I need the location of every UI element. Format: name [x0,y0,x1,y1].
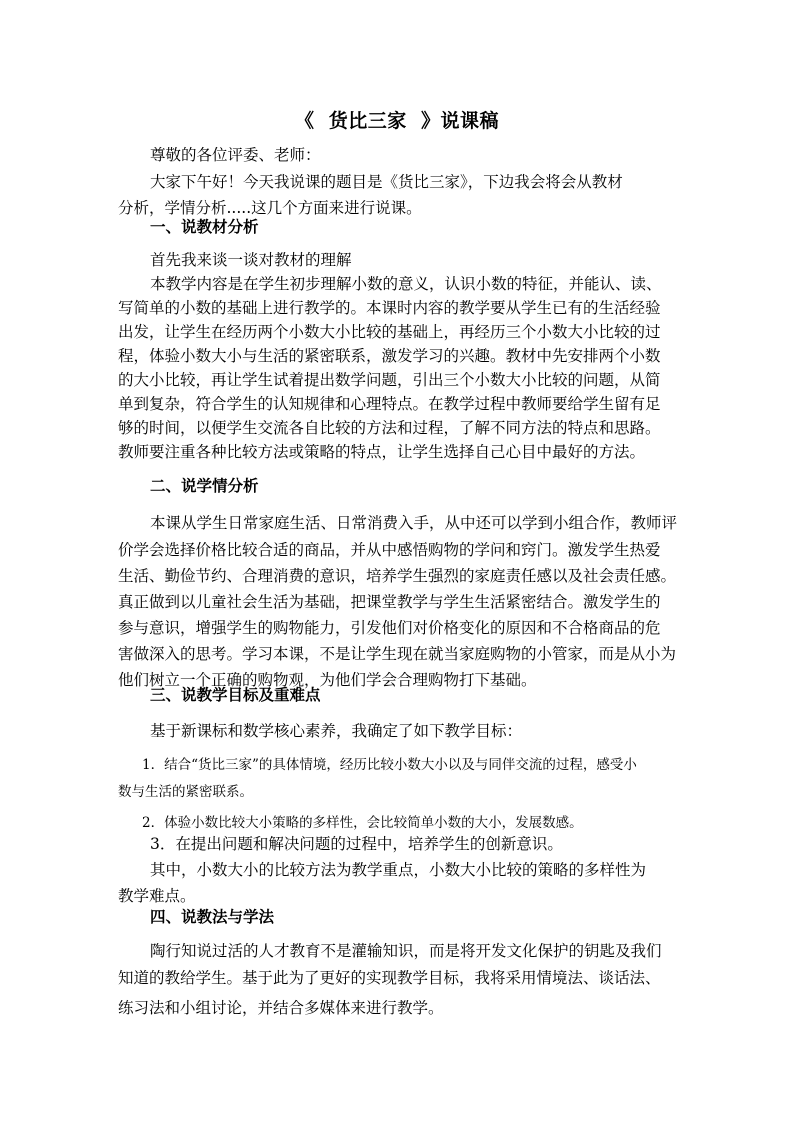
section-heading-4: 四、说教法与学法 [150,907,275,926]
paragraph-line: 教学难点。 [118,887,196,905]
paragraph-line: 本教学内容是在学生初步理解小数的意义，认识小数的特征，并能认、读、 [150,275,662,293]
salutation: 尊敬的各位评委、老师： [150,146,321,164]
paragraph-line: 分析，学情分析.....这几个方面来进行说课。 [118,199,422,217]
paragraph-line: 程，体验小数大小与生活的紧密联系，激发学习的兴趣。教材中先安排两个小数 [118,347,661,365]
goal-item-2: 2．体验小数比较大小策略的多样性，会比较简单小数的大小，发展数感。 [142,815,583,831]
paragraph-line: 基于新课标和数学核心素养，我确定了如下教学目标： [150,722,523,740]
paragraph-line: 本课从学生日常家庭生活、日常消费入手，从中还可以学到小组合作，教师评 [150,514,678,532]
section-heading-3: 三、说教学目标及重难点 [150,685,321,704]
paragraph-line: 练习法和小组讨论，并结合多媒体来进行教学。 [118,999,444,1017]
paragraph-line: 真正做到以儿童社会生活为基础，把课堂教学与学生生活紧密结合。激发学生的 [118,593,661,611]
section-heading-2: 二、说学情分析 [150,476,259,495]
paragraph-line: 其中，小数大小的比较方法为教学重点，小数大小比较的策略的多样性为 [150,861,647,879]
paragraph-line: 大家下午好！今天我说课的题目是《货比三家》，下边我会将会从教材 [150,173,623,191]
section-heading-1: 一、说教材分析 [150,217,259,236]
goal-item-1-continued: 数与生活的紧密联系。 [118,784,253,800]
paragraph-line: 陶行知说过活的人才教育不是灌输知识，而是将开发文化保护的钥匙及我们 [150,942,662,960]
paragraph-line: 出发，让学生在经历两个小数大小比较的基础上，再经历三个小数大小比较的过 [118,323,661,341]
paragraph-line: 知道的教给学生。基于此为了更好的实现教学目标，我将采用情境法、谈话法、 [118,969,661,987]
paragraph-line: 参与意识，增强学生的购物能力，引发他们对价格变化的原因和不合格商品的危 [118,619,661,637]
paragraph-line: 害做深入的思考。学习本课，不是让学生现在就当家庭购物的小管家，而是从小为 [118,645,677,663]
goal-item-1: 1．结合“货比三家”的具体情境，经历比较小数大小以及与同伴交流的过程，感受小 [142,757,637,773]
paragraph-line: 够的时间，以便学生交流各自比较的方法和过程，了解不同方法的特点和思路。 [118,419,661,437]
paragraph-line: 教师要注重各种比较方法或策略的特点，让学生选择自己心目中最好的方法。 [118,443,646,461]
paragraph-line: 他们树立一个正确的购物观，为他们学会合理购物打下基础。 [118,671,537,689]
paragraph-line: 的大小比较，再让学生试着提出数学问题，引出三个小数大小比较的问题，从简 [118,371,661,389]
goal-item-3: 3．在提出问题和解决问题的过程中，培养学生的创新意识。 [150,835,563,853]
paragraph-line: 生活、勤俭节约、合理消费的意识，培养学生强烈的家庭责任感以及社会责任感。 [118,567,677,585]
document-title: 《 货比三家 》说课稿 [295,110,499,132]
paragraph-line: 价学会选择价格比较合适的商品，并从中感悟购物的学问和窍门。激发学生热爱 [118,541,661,559]
paragraph-line: 写简单的小数的基础上进行教学的。本课时内容的教学要从学生已有的生活经验 [118,299,661,317]
paragraph-line: 首先我来谈一谈对教材的理解 [150,251,352,269]
paragraph-line: 单到复杂，符合学生的认知规律和心理特点。在教学过程中教师要给学生留有足 [118,395,661,413]
